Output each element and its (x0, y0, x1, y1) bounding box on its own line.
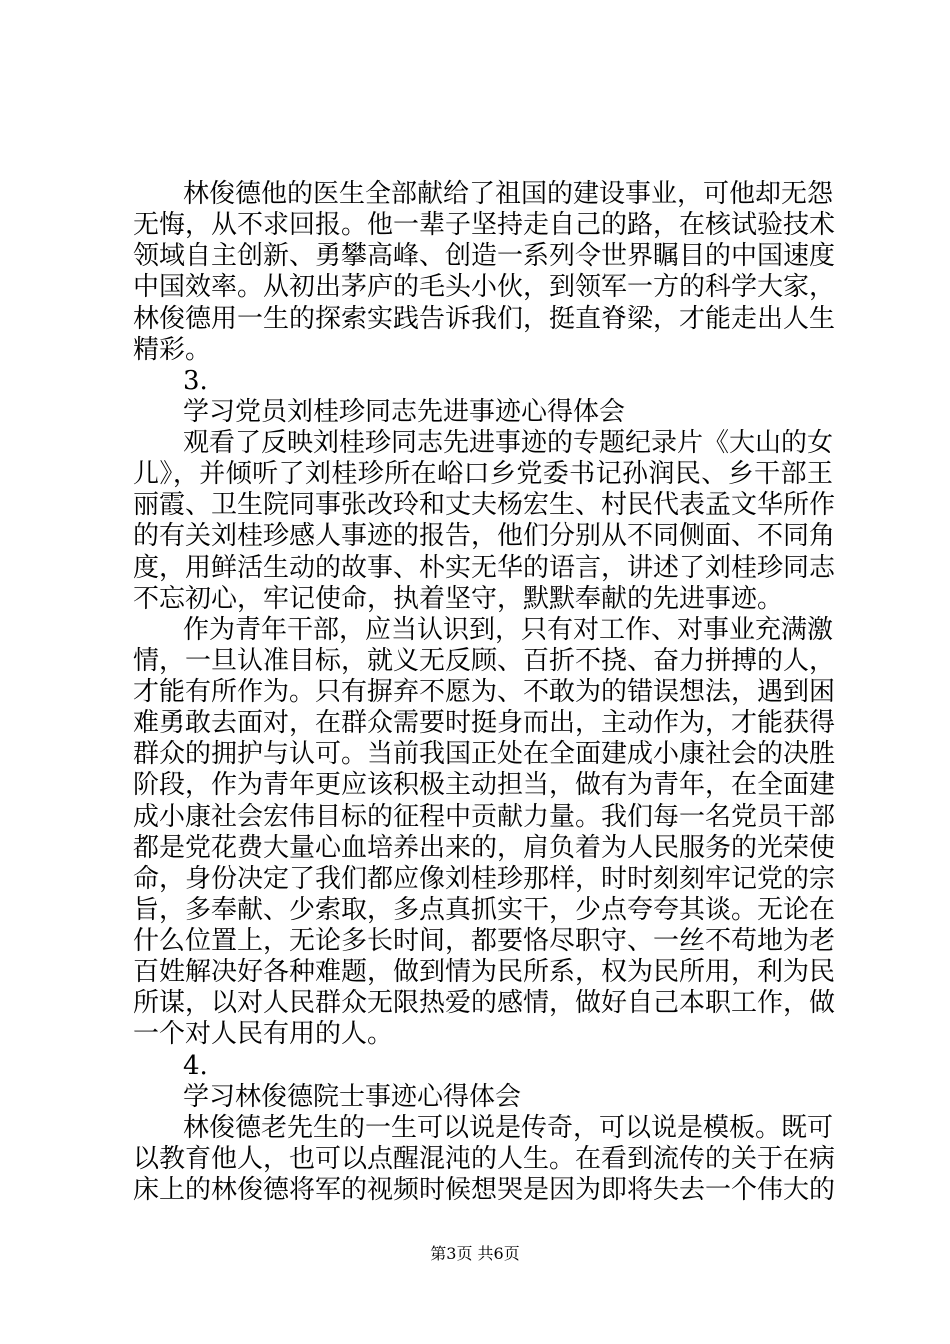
paragraph-line: 作为青年干部，应当认识到，只有对工作、对事业充满激 (183, 615, 834, 645)
paragraph-line: 林俊德用一生的探索实践告诉我们，挺直脊梁，才能走出人生 (133, 304, 836, 334)
paragraph-line: 以教育他人，也可以点醒混沌的人生。在看到流传的关于在病 (133, 1144, 836, 1174)
paragraph-line: 才能有所作为。只有摒弃不愿为、不敢为的错误想法，遇到困 (133, 677, 836, 707)
paragraph-line: 百姓解决好各种难题，做到情为民所系，权为民所用，利为民 (133, 957, 836, 987)
section-heading: 学习党员刘桂珍同志先进事迹心得体会 (183, 397, 626, 427)
paragraph-line: 情，一旦认准目标，就义无反顾、百折不挠、奋力拼搏的人， (133, 646, 836, 676)
paragraph-line: 什么位置上，无论多长时间，都要恪尽职守、一丝不苟地为老 (133, 926, 836, 956)
paragraph-line: 观看了反映刘桂珍同志先进事迹的专题纪录片《大山的女 (183, 428, 834, 458)
paragraph-line: 难勇敢去面对，在群众需要时挺身而出，主动作为，才能获得 (133, 708, 836, 738)
section-number: 4. (183, 1051, 208, 1081)
page-footer: 第3页 共6页 (430, 1244, 520, 1263)
paragraph-line: 床上的林俊德将军的视频时候想哭是因为即将失去一个伟大的 (133, 1175, 836, 1205)
paragraph-line: 度，用鲜活生动的故事、朴实无华的语言，讲述了刘桂珍同志 (133, 553, 836, 583)
paragraph-line: 精彩。 (133, 335, 212, 365)
section-number: 3. (183, 366, 208, 396)
paragraph-line: 不忘初心，牢记使命，执着坚守，默默奉献的先进事迹。 (133, 584, 784, 614)
paragraph-line: 无悔，从不求回报。他一辈子坚持走自己的路，在核试验技术 (133, 210, 836, 240)
paragraph-line: 群众的拥护与认可。当前我国正处在全面建成小康社会的决胜 (133, 739, 836, 769)
paragraph-line: 一个对人民有用的人。 (133, 1019, 394, 1049)
paragraph-line: 丽霞、卫生院同事张改玲和丈夫杨宏生、村民代表孟文华所作 (133, 490, 836, 520)
paragraph-line: 领域自主创新、勇攀高峰、创造一系列令世界瞩目的中国速度 (133, 241, 836, 271)
paragraph-line: 成小康社会宏伟目标的征程中贡献力量。我们每一名党员干部 (133, 802, 836, 832)
paragraph-line: 阶段，作为青年更应该积极主动担当，做有为青年，在全面建 (133, 770, 836, 800)
paragraph-line: 林俊德老先生的一生可以说是传奇，可以说是模板。既可 (183, 1113, 834, 1143)
paragraph-line: 命，身份决定了我们都应像刘桂珍那样，时时刻刻牢记党的宗 (133, 864, 836, 894)
paragraph-line: 林俊德他的医生全部献给了祖国的建设事业，可他却无怨 (183, 179, 834, 209)
paragraph-line: 旨，多奉献、少索取，多点真抓实干，少点夸夸其谈。无论在 (133, 895, 836, 925)
paragraph-line: 中国效率。从初出茅庐的毛头小伙，到领军一方的科学大家， (133, 272, 836, 302)
paragraph-line: 的有关刘桂珍感人事迹的报告，他们分别从不同侧面、不同角 (133, 521, 836, 551)
paragraph-line: 所谋，以对人民群众无限热爱的感情，做好自己本职工作，做 (133, 988, 836, 1018)
paragraph-line: 都是党花费大量心血培养出来的，肩负着为人民服务的光荣使 (133, 833, 836, 863)
section-heading: 学习林俊德院士事迹心得体会 (183, 1082, 522, 1112)
paragraph-line: 儿》，并倾听了刘桂珍所在峪口乡党委书记孙润民、乡干部王 (133, 459, 833, 489)
